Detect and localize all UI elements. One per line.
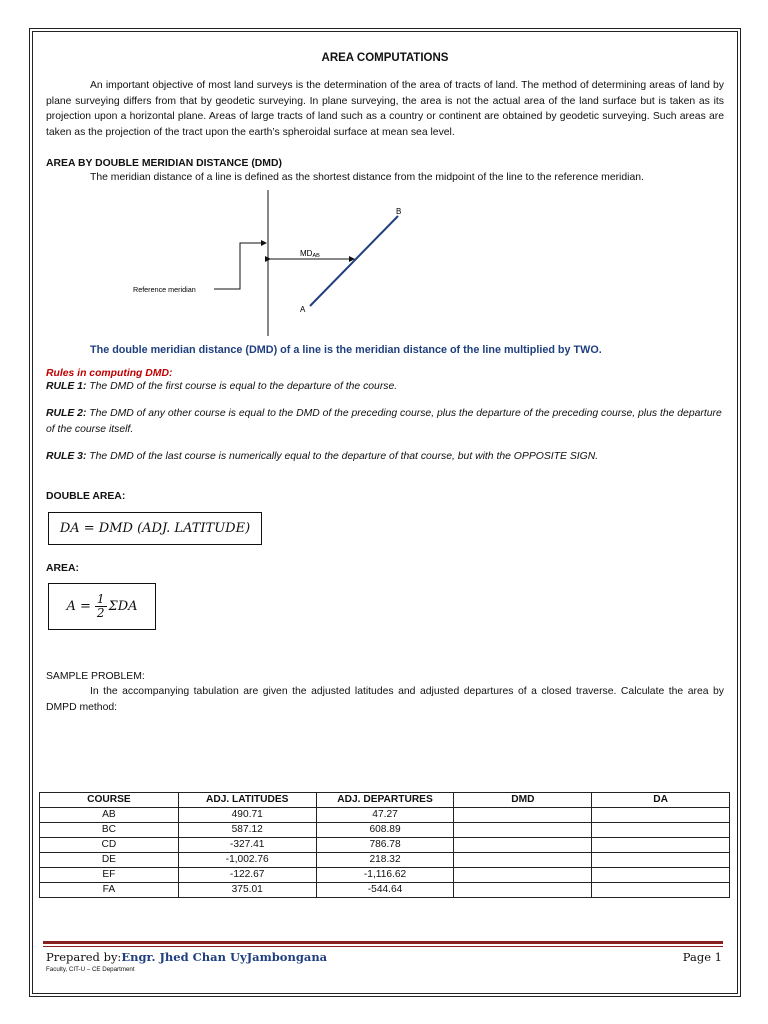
cell-course: FA (40, 883, 179, 898)
area-formula-lhs: A = (66, 598, 91, 614)
cell-dmd (454, 808, 592, 823)
area-formula-box (48, 583, 156, 630)
footer-rule (43, 941, 723, 947)
table-row (40, 808, 730, 823)
cell-departure: 218.32 (316, 853, 454, 868)
cell-da (592, 868, 730, 883)
cell-course: DE (40, 853, 179, 868)
page-title: AREA COMPUTATIONS (321, 52, 449, 64)
double-area-heading: DOUBLE AREA: (46, 490, 126, 502)
author-name: Engr. Jhed Chan UyJambongana (121, 950, 328, 964)
sample-heading: SAMPLE PROBLEM: (46, 670, 145, 682)
rule-3-text: The DMD of the last course is numerically equal to the departure of that course, but with the OPPOSITE SIGN. (86, 450, 599, 462)
rule-1 (46, 379, 724, 395)
table-header-row (40, 793, 730, 808)
page-content (46, 48, 724, 716)
cell-da (592, 883, 730, 898)
cell-course: AB (40, 808, 179, 823)
cell-da (592, 838, 730, 853)
cell-latitude: 375.01 (178, 883, 316, 898)
table-row (40, 853, 730, 868)
table-row (40, 868, 730, 883)
table-row (40, 823, 730, 838)
cell-latitude: -327.41 (178, 838, 316, 853)
cell-dmd (454, 883, 592, 898)
double-area-formula-box (48, 512, 262, 545)
label-md-main: MD (300, 248, 313, 258)
cell-latitude: 587.12 (178, 823, 316, 838)
header-dmd: DMD (454, 793, 592, 808)
table-row (40, 883, 730, 898)
page-number: Page 1 (682, 950, 722, 964)
cell-da (592, 808, 730, 823)
label-reference-meridian: Reference meridian (133, 284, 196, 294)
table-row (40, 838, 730, 853)
cell-course: CD (40, 838, 179, 853)
label-a: A (300, 304, 306, 314)
footer-rule-thin (43, 946, 723, 947)
cell-dmd (454, 853, 592, 868)
cell-departure: 608.89 (316, 823, 454, 838)
cell-latitude: -1,002.76 (178, 853, 316, 868)
label-md-sub: AB (312, 252, 320, 259)
fraction-numerator: 1 (96, 591, 105, 606)
cell-course: EF (40, 868, 179, 883)
faculty-line: Faculty, CIT-U – CE Department (46, 966, 135, 973)
cell-dmd (454, 838, 592, 853)
line-ab (310, 216, 398, 306)
dmd-definition: The meridian distance of a line is defined as the shortest distance from the midpoint of the line to the reference meridian. (90, 171, 644, 183)
double-area-formula: DA = DMD (ADJ. LATITUDE) (59, 520, 251, 536)
cell-dmd (454, 868, 592, 883)
dmd-note: The double meridian distance (DMD) of a line is the meridian distance of the line multiplied by TWO. (90, 343, 602, 356)
header-da: DA (592, 793, 730, 808)
fraction-denominator: 2 (96, 605, 105, 620)
prepared-by (46, 950, 722, 964)
intro-paragraph: An important objective of most land surveys is the determination of the area of tracts of land. The method of determining areas of land by plane surveying differs from that by geodetic surveying. In plane surveying, the area is not the actual area of the land surface but is taken as its projection upon a horizontal plane. Areas of large tracts of land such as a country or continent are obtained by geodetic surveying. Such areas are taken as the projection of the tract upon the earth’s spheroidal surface at mean sea level. (46, 80, 724, 139)
cell-da (592, 853, 730, 868)
cell-departure: 786.78 (316, 838, 454, 853)
rule-2-text: The DMD of any other course is equal to the DMD of the preceding course, plus the departure of the preceding course, plus the departure of the course itself. (46, 407, 722, 435)
cell-dmd (454, 823, 592, 838)
prepared-label: Prepared by: (46, 950, 122, 964)
cell-latitude: -122.67 (178, 868, 316, 883)
rule-1-label: RULE 1: (46, 380, 87, 392)
cell-departure: 47.27 (316, 808, 454, 823)
reference-leader-line (214, 243, 266, 289)
header-adj-departures: ADJ. DEPARTURES (316, 793, 454, 808)
rule-3 (46, 449, 724, 465)
meridian-distance-diagram (46, 186, 724, 338)
rule-2 (46, 406, 724, 438)
header-adj-latitudes: ADJ. LATITUDES (178, 793, 316, 808)
area-formula-rhs: ΣDA (108, 598, 138, 614)
traverse-table (39, 792, 730, 898)
header-course: COURSE (40, 793, 179, 808)
cell-latitude: 490.71 (178, 808, 316, 823)
cell-departure: -544.64 (316, 883, 454, 898)
footer-rule-thick (43, 941, 723, 944)
label-b: B (396, 206, 402, 216)
label-md (300, 249, 320, 259)
rule-1-text: The DMD of the first course is equal to the departure of the course. (86, 380, 398, 392)
rule-2-label: RULE 2: (46, 407, 87, 419)
dmd-heading: AREA BY DOUBLE MERIDIAN DISTANCE (DMD) (46, 157, 282, 169)
cell-departure: -1,116.62 (316, 868, 454, 883)
area-heading: AREA: (46, 562, 79, 574)
rules-title: Rules in computing DMD: (46, 367, 173, 379)
area-formula-fraction (95, 593, 107, 620)
sample-text: In the accompanying tabulation are given the adjusted latitudes and adjusted departures of a closed traverse. Calculate the area by DMPD method: (46, 686, 724, 713)
page-footer (46, 950, 722, 973)
cell-da (592, 823, 730, 838)
cell-course: BC (40, 823, 179, 838)
rule-3-label: RULE 3: (46, 450, 87, 462)
